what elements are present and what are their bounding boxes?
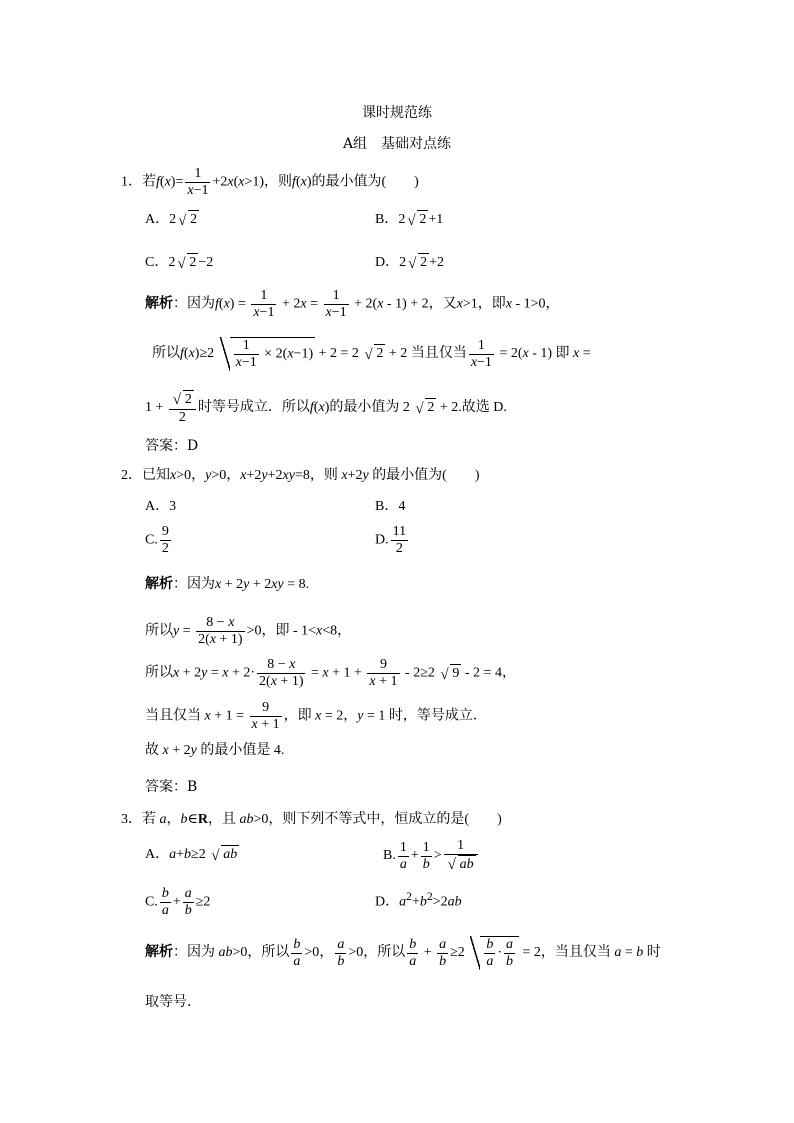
q3-option-c[interactable]: C. $\frac{b}{a}$ + $\frac{a}{b}$ ≥2	[145, 886, 211, 918]
q2-solution-line4: 当且仅当 x + 1 = $\frac{9}{x + 1}$ ，即 x = 2，y = 1 时，等号成立．	[145, 700, 487, 732]
q3-solution-line2: 取等号．	[145, 994, 201, 1010]
q2-stem: 2．已知x>0，y>0，x+2y+2xy=8，则 x+2y 的最小值为( )	[121, 468, 480, 483]
q1-option-a[interactable]: A．2√ 2	[145, 210, 199, 230]
q1-solution-line1: 解析：因为f(x) = $\frac{1}{x-1}$ + 2x = $\frac{1}{x-1}$ + 2(x - 1) + 2，又x>1，即x - 1>0，	[145, 288, 560, 320]
q1-option-c[interactable]: C．2√ 2 −2	[145, 253, 213, 273]
q1-answer: 答案：D	[145, 438, 199, 454]
q1-solution-line3: 1 + √ $\frac{2}{2}$ 时等号成立．所以f(x)的最小值为 2 √ 2 + 2.故选 D.	[145, 390, 507, 426]
q3-option-a[interactable]: A．a+b≥2 √ ab	[145, 845, 239, 865]
q2-solution-line3: 所以x + 2y = x + 2· $\frac{8 - x}{2(x + 1)}$ = x + 1 + $\frac{9}{x + 1}$ - 2≥2 √ 9 - 2 = 4，	[145, 657, 516, 690]
q2-solution-line5: 故 x + 2y 的最小值是 4.	[145, 743, 285, 758]
q2-option-c[interactable]: C. $\frac{9}{2}$	[145, 524, 169, 556]
q1-solution-line2: 所以f(x)≥2 $\frac{1}{x-1}$ × 2(x−1) + 2 = 2 √ 2 + 2 当且仅当 $\frac{1}{x-1}$ = 2(x - 1) 即 x =	[152, 337, 591, 371]
q2-solution-line2: 所以y = $\frac{8 - x}{2(x + 1)}$ >0，即 - 1<x<8，	[145, 615, 352, 647]
q2-solution-line1: 解析：因为x + 2y + 2xy = 8.	[145, 577, 310, 592]
q3-option-b[interactable]: B. $\frac{1}{a}$ + $\frac{1}{b}$ > 1 √ ab	[383, 838, 480, 874]
q2-answer: 答案：B	[145, 779, 198, 795]
q2-option-a[interactable]: A．3	[145, 499, 177, 514]
q1-option-d[interactable]: D．2√ 2 +2	[375, 253, 444, 273]
page-title: 课时规范练	[362, 105, 432, 121]
q1-option-b[interactable]: B．2√ 2 +1	[375, 210, 443, 230]
q2-option-d[interactable]: D. $\frac{11}{2}$	[375, 524, 407, 556]
q3-stem: 3．若 a，b∈R，且 ab>0，则下列不等式中，恒成立的是( )	[121, 812, 502, 827]
q2-option-b[interactable]: B．4	[375, 499, 406, 514]
q3-option-d[interactable]: D．$a^2+b^2>2ab$	[375, 890, 462, 910]
section-title: A组 基础对点练	[342, 136, 452, 152]
q1-stem: 1．若f(x)= $\frac{1}{x-1}$ +2x(x>1)，则f(x)的最小值为( )	[121, 166, 419, 198]
q3-solution-line1: 解析：因为 ab>0，所以 $\frac{b}{a}$ >0， $\frac{a}{b}$ >0，所以 $\frac{b}{a}$ + $\frac{a}{b}$ ≥2 $\frac{b}{a}$ · $\frac{a}{b}$ = 2，当且仅当 a = b 时	[145, 936, 661, 969]
